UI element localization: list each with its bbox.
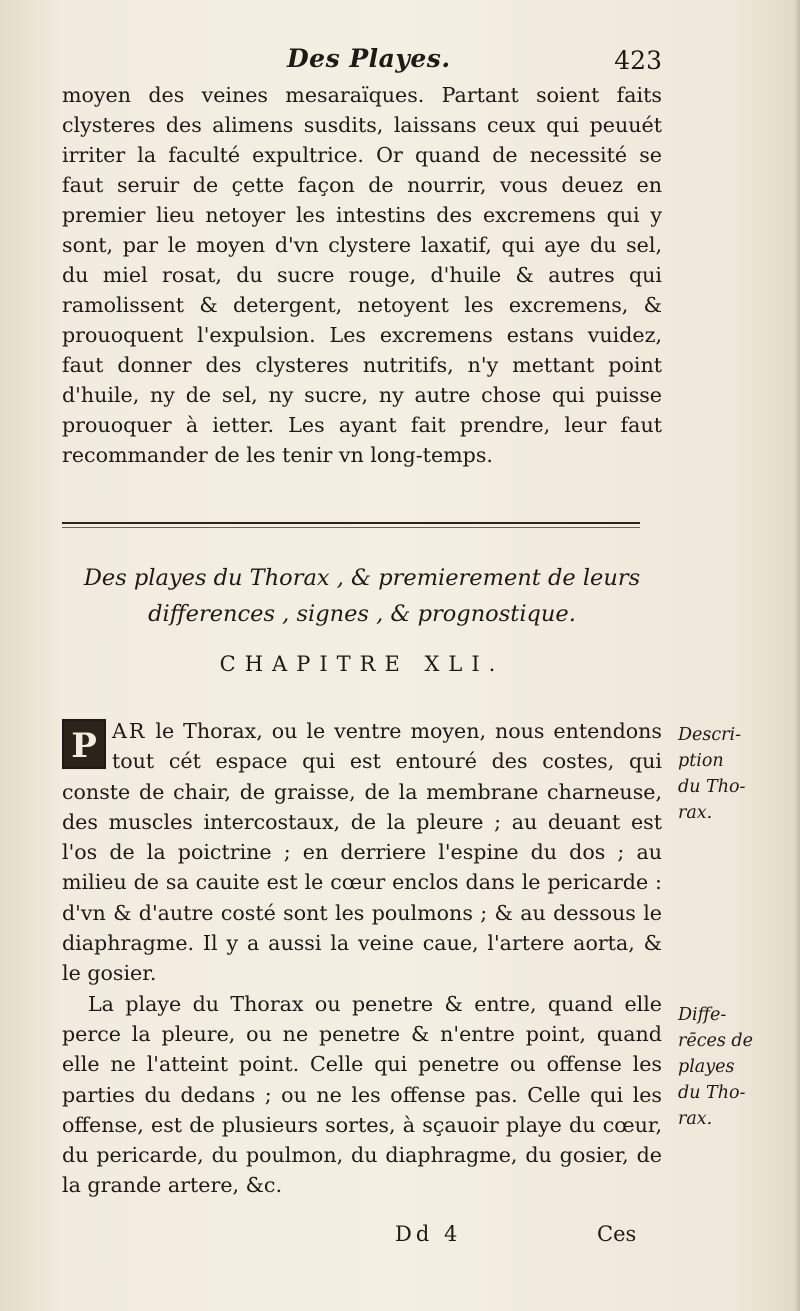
section-title-line-2: differences , signes , & prognostique. — [148, 601, 576, 627]
running-head: Des Playes. — [287, 44, 451, 73]
opening-letters: AR — [112, 719, 147, 743]
section-divider-rule — [62, 522, 640, 524]
paragraph-text: moyen des veines mesaraïques. Partant soient faits clysteres des alimens susdits, laissans ceux qui peuuét irriter la faculté expultrice. Or quand de necessité se faut seruir de çette façon de nourrir, vous deuez en premier lieu netoyer les intestins des excremens qui y sont, par le moyen d'vn clystere laxatif, qui aye du sel, du miel rosat, du sucre rouge, d'huile & autres qui ramolissent & detergent, netoyent les excremens, & prouoquent l'expulsion. Les excremens estans vuidez, faut donner des clysteres nutritifs, n'y mettant point d'huile, ny de sel, ny sucre, ny autre chose qui puisse prouoquer à ietter. Les ayant fait prendre, leur faut recommander de les tenir vn long-temps. — [62, 83, 662, 467]
section-divider-thin-rule — [62, 527, 640, 528]
chapter-paragraph-2 — [62, 989, 662, 1201]
margin-note-line: rēces de — [678, 1031, 753, 1051]
margin-note-line: ption — [678, 751, 724, 771]
margin-note-differences — [678, 1002, 788, 1132]
margin-note-description — [678, 722, 788, 826]
ornamental-drop-cap: P — [62, 719, 106, 769]
continued-paragraph — [62, 80, 662, 470]
margin-note-line: playes — [678, 1057, 735, 1077]
section-title — [62, 560, 662, 632]
catchword: Ces — [597, 1222, 637, 1246]
chapter-heading: CHAPITRE XLI. — [219, 652, 505, 676]
margin-note-line: du Tho- — [678, 777, 746, 797]
chapter-body — [62, 716, 662, 1201]
paragraph-1-text: le Thorax, ou le ventre moyen, nous entendons tout cét espace qui est entouré des costes, qui conste de chair, de graisse, de la membrane charneuse, des muscles intercostaux, de la pleure ; au deuant est l'os de la poictrine ; en derriere l'espine du dos ; au milieu de sa cauite est le cœur enclos dans le pericarde : d'vn & d'autre costé sont les poulmons ; & au dessous le diaphragme. Il y a aussi la veine caue, l'artere aorta, & le gosier. — [62, 719, 663, 986]
section-title-line-1: Des playes du Thorax , & premierement de leurs — [83, 565, 641, 591]
margin-note-line: rax. — [678, 803, 713, 823]
margin-note-line: rax. — [678, 1109, 713, 1129]
signature-mark: Dd 4 — [395, 1222, 462, 1246]
page-number: 423 — [614, 46, 662, 75]
margin-note-line: Diffe- — [678, 1005, 727, 1025]
paragraph-2-text: La playe du Thorax ou penetre & entre, quand elle perce la pleure, ou ne penetre & n'entre point, quand elle ne l'atteint point. Celle qui penetre ou offense les parties du dedans ; ou ne les offense pas. Celle qui les offense, est de plusieurs sortes, à sçauoir playe du cœur, du pericarde, du poulmon, du diaphragme, du gosier, de la grande artere, &c. — [62, 991, 662, 1198]
margin-note-line: du Tho- — [678, 1083, 746, 1103]
margin-note-line: Descri- — [678, 725, 742, 745]
chapter-paragraph-1 — [62, 716, 662, 989]
